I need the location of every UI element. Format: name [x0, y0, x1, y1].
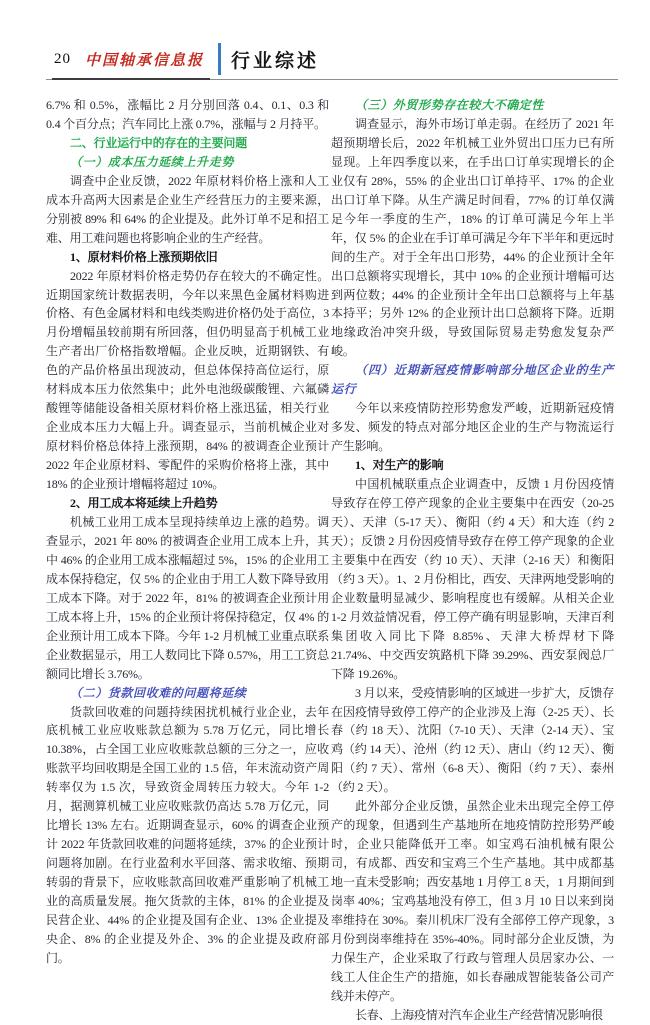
section-heading: 2、用工成本将延续上升趋势	[70, 496, 218, 511]
section-heading: （一）成本压力延续上升走势	[70, 154, 234, 169]
section-heading: （四）近期新冠疫情影响部分地区企业的生产运行	[331, 363, 614, 397]
masthead-logo: 中国轴承信息报	[85, 52, 205, 69]
body-paragraph: 此外部分企业反馈，虽然企业未出现完全停工停产的现象，但遇到生产基地所在地疫情防控形势严峻时，企业只能降低开工率。如宝鸡石油机械有限公司，有成都、西安和宝鸡三个生产基地。其中成都基地一直未受影响；西安基地 1 月停工 8 天，1 月期间到岗率 40%；宝鸡基地没有停工，但 3 月 10 日以来到岗率维持在 30%。秦川机床厂没有全部停工停产现象，3 月份到岗率维持在 35%-40%。同时部分企业反馈，为力保生产，企业采取了行政与管理人员居家办公、一线工人住企生产的措施，如长春融成智能装备公司产线并未停产。	[331, 799, 614, 1003]
body-paragraph: 调查显示，海外市场订单走弱。在经历了 2021 年超预期增长后，2022 年机械工业外贸出口压力已有所显现。上年四季度以来，在手出口订单实现增长的企业仅有 28%，55% 的企业出口订单持平、17% 的企业出口订单下降。从生产满足时间看，77% 的订单仅满足今年一季度的生产，18% 的订单可满足今年上半年，仅 5% 的企业在手订单可满足今年下半年和更远时间的生产。对于全年出口形势，44% 的企业预计全年出口总额将实现增长，其中 10% 的企业预计增幅可达到两位数；44% 的企业预计全年出口总额将与上年基本持平；另外 12% 的企业预计出口总额将下降。近期地缘政治冲突升级，导致国际贸易走势愈发复杂严峻。	[331, 116, 614, 359]
body-paragraph: 今年以来疫情防控形势愈发严峻，近期新冠疫情多发、频发的特点对部分地区企业的生产与物流运行产生影响。	[331, 401, 614, 454]
section-heading: 1、原材料价格上涨预期依旧	[70, 249, 218, 264]
header-rule	[46, 78, 614, 82]
page-header	[46, 42, 614, 76]
section-heading: （二）货款回收难的问题将延续	[70, 685, 247, 700]
body-paragraph: 调查中企业反馈，2022 年原材料价格上涨和人工成本升高两大因素是企业生产经营压力的主要来源，分别被 89% 和 64% 的企业提及。此外订单不足和招工难、用工难问题也将影响企业的生产经营。	[46, 173, 329, 245]
body-paragraph: 货款回收难的问题持续困扰机械行业企业，去年底机械工业应收账款总额为 5.78 万亿元，同比增长 10.38%，占全国工业应收账款总额的三分之一，应收账款平均回收期是全国工业的 1.5 倍，年末流动资产周转率仅为 1.5 次，导致资金周转压力较大。今年 1-2 月，据测算机械工业应收账款仍高达 5.78 万亿元，同比增长 13% 左右。近期调查显示，60% 的调查企业预计 2022 年货款回收难的问题将延续，37% 的企业预计问题将加剧。在行业盈利水平回落、需求收缩、预期转弱的背景下，应收账款高回收难严重影响了机械工业的高质量发展。拖欠货款的主体，81% 的企业提及民营企业、44% 的企业提及国有企业、13% 企业提及央企、8% 的企业提及外企、3% 的企业提及政府部门。	[46, 704, 329, 965]
body-paragraph: 3 月以来，受疫情影响的区域进一步扩大，反馈存在因疫情导致停工停产的企业涉及上海（2-25 天）、长春（约 18 天）、沈阳（7-10 天）、天津（2-14 天）、宝鸡（约 14 天）、沧州（约 12 天）、唐山（约 12 天）、衡阳（约 7 天）、常州（6-8 天）、衡阳（约 7 天）、泰州（约 2 天）。	[331, 685, 614, 795]
body-paragraph: 2022 年原材料价格走势仍存在较大的不确定性。近期国家统计数据表明，今年以来黑色金属材料购进价格、有色金属材料和电线类购进价格仍处于高位，3 月份增幅虽较前期有所回落，但仍明显高于机械工业生产者出厂价格指数增幅。企业反映，近期钢铁、有色的产品价格虽出现波动，但总体保持高位运行，原材料成本压力依然集中；此外电池级碳酸锂、六氟磷酸锂等储能设备相关原材料价格上涨迅猛，相关行业企业成本压力大幅上升。调查显示，当前机械企业对原材料价格总体持上涨预期，84% 的被调查企业预计 2022 年企业原材料、零配件的采购价格将上涨，其中 18% 的企业预计增幅将超过 10%。	[46, 268, 329, 492]
section-heading: 二、行业运行中的存在的主要问题	[70, 135, 248, 150]
section-heading: （三）外贸形势存在较大不确定性	[355, 98, 545, 112]
section-title: 行业综述	[231, 50, 320, 72]
body-paragraph: 6.7% 和 0.5%，涨幅比 2 月分别回落 0.4、0.1、0.3 和 0.4 个百分点；汽车同比上涨 0.7%，涨幅与 2 月持平。	[46, 98, 329, 131]
body-paragraph: 机械工业用工成本呈现持续单边上涨的趋势。调查显示，2021 年 80% 的被调查企业用工成本上升，其中 46% 的企业用工成本涨幅超过 5%，15% 的企业用工成本保持稳定，仅 5% 的企业由于用工人数下降导致用工成本下降。对于 2022 年，81% 的被调查企业预计用工成本将上升，15% 的企业预计将保持稳定，仅 4% 的企业预计用工成本下降。今年 1-2 月机械工业重点联系企业数据显示，用工人数同比下降 0.57%，用工工资总额同比增长 3.76%。	[46, 514, 329, 681]
article-body	[46, 96, 614, 1025]
left-column	[46, 96, 329, 1025]
section-heading: 1、对生产的影响	[355, 458, 444, 473]
right-column	[331, 96, 614, 1025]
header-divider-bar	[218, 43, 221, 75]
header-rule-left	[52, 78, 210, 80]
page-number: 20	[54, 50, 71, 67]
body-paragraph: 中国机械联重点企业调查中，反馈 1 月份因疫情导致存在停工停产现象的企业主要集中在西安（20-25 天）、天津（5-17 天）、衡阳（约 4 天）和大连（约 2 天）；反馈 2 月份因疫情导致存在停工停产现象的企业主要集中在西安（约 10 天）、天津（2-16 天）和衡阳（约 3 天）。1、2 月份相比，西安、天津两地受影响的企业数量明显减少、影响程度也有缓解。从相关企业 1-2 月效益情况看，停工停产确有明显影响，天津百利集团收入同比下降 8.85%、天津大桥焊材下降 21.74%、中交西安筑路机下降 39.29%、西安泵阀总厂下降 19.26%。	[331, 477, 614, 681]
body-paragraph: 长春、上海疫情对汽车企业生产经营情况影响很	[355, 1007, 603, 1022]
